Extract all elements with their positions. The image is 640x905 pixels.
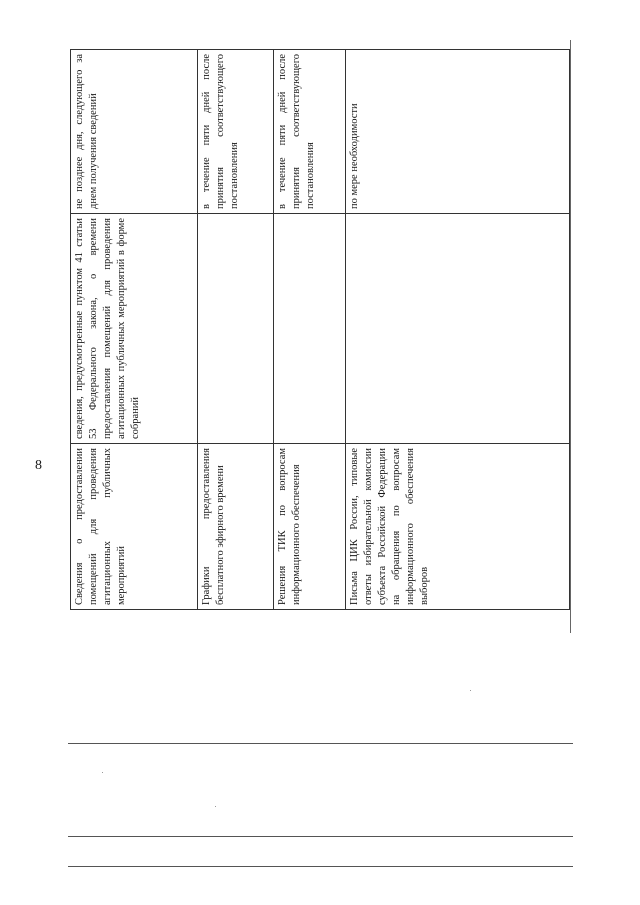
table-cell-content: сведения, предусмотренные пунктом 41 статьи 53 Федерального закона, о времени предоставления помещений для проведения агитационных публичных мероприятий в форме собраний	[71, 214, 198, 444]
rotated-table-container	[70, 50, 570, 610]
table-cell-deadline: в течение пяти дней после принятия соответствующего постановления	[274, 50, 346, 214]
table-cell-document-type: Решения ТИК по вопросам информационного обеспечения	[274, 444, 346, 610]
ruling-line	[68, 743, 573, 744]
table-row	[71, 50, 198, 610]
table-cell-document-type: Графики предоставления бесплатного эфирного времени	[198, 444, 274, 610]
ruling-line	[570, 40, 571, 633]
table-cell-content	[198, 214, 274, 444]
table-cell-content	[346, 214, 570, 444]
table-cell-content	[274, 214, 346, 444]
table-cell-deadline: не позднее дня, следующего за днем получения сведений	[71, 50, 198, 214]
info-table	[70, 49, 570, 610]
scan-speck	[215, 806, 216, 807]
page-number: 8	[35, 458, 42, 473]
ruling-line	[68, 836, 573, 837]
ruling-line	[68, 866, 573, 867]
table-cell-document-type: Сведения о предоставлении помещений для проведения агитационных публичных мероприятий	[71, 444, 198, 610]
scan-speck	[102, 772, 103, 773]
table-cell-deadline: по мере необходимости	[346, 50, 570, 214]
table-cell-document-type: Письма ЦИК России, типовые ответы избирательной комиссии субъекта Российской Федерации на обращения по вопросам информационного обеспечения выборов	[346, 444, 570, 610]
table-cell-deadline: в течение пяти дней после принятия соответствующего постановления	[198, 50, 274, 214]
table-row	[198, 50, 274, 610]
table-row	[274, 50, 346, 610]
scan-speck	[470, 690, 471, 691]
table-row	[346, 50, 570, 610]
